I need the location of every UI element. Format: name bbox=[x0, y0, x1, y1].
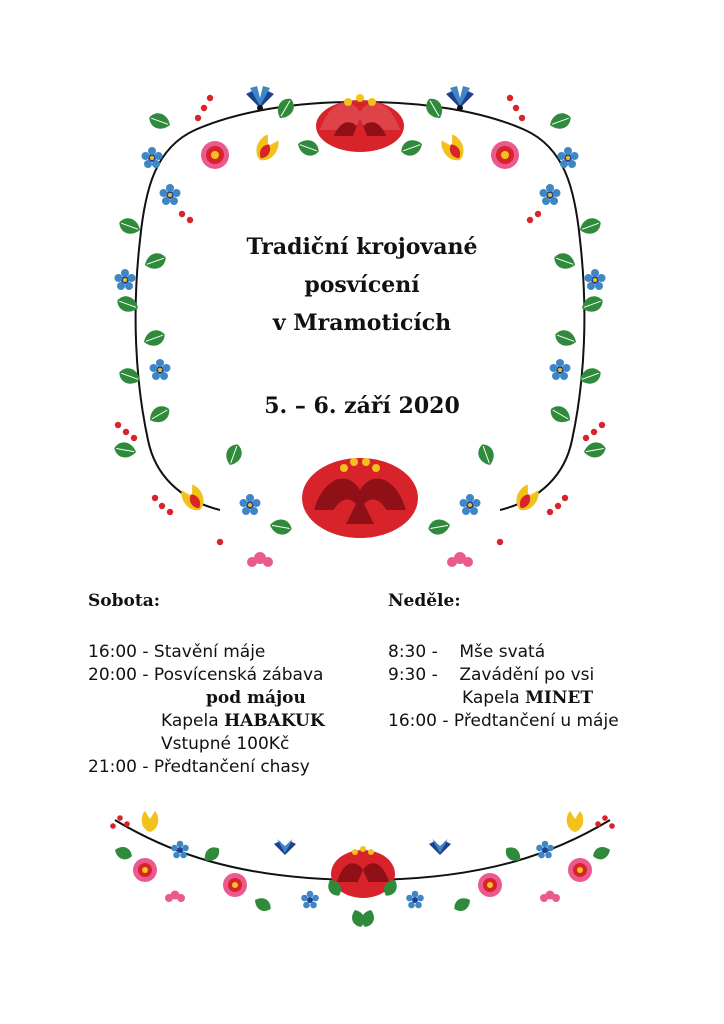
band-prefix: Kapela bbox=[462, 688, 526, 708]
title-line-3: v Mramoticích bbox=[272, 310, 452, 336]
title-line-1: Tradiční krojované bbox=[246, 234, 478, 260]
sunday-heading: Neděle: bbox=[388, 591, 461, 611]
sunday-event-2-band bbox=[388, 687, 688, 710]
saturday-event-3: 21:00 - Předtančení chasy bbox=[88, 757, 310, 777]
sunday-event-2: 9:30 - Zavádění po vsi bbox=[388, 665, 595, 685]
event-title bbox=[0, 228, 724, 342]
saturday-schedule bbox=[88, 590, 388, 779]
sunday-event-1: 8:30 - Mše svatá bbox=[388, 642, 546, 662]
floral-garland bbox=[105, 810, 620, 930]
band-name: HABAKUK bbox=[224, 711, 325, 731]
saturday-event-2: 20:00 - Posvícenská zábava bbox=[88, 665, 324, 685]
band-prefix: Kapela bbox=[161, 711, 225, 731]
title-line-2: posvícení bbox=[304, 272, 420, 298]
band-name: MINET bbox=[525, 688, 593, 708]
saturday-event-2-band bbox=[88, 710, 388, 733]
event-date: 5. – 6. září 2020 bbox=[264, 393, 460, 419]
sunday-event-3: 16:00 - Předtančení u máje bbox=[388, 711, 619, 731]
saturday-event-2-venue: pod májou bbox=[206, 688, 306, 708]
saturday-event-2-entry: Vstupné 100Kč bbox=[161, 734, 290, 754]
sunday-schedule bbox=[388, 590, 688, 733]
saturday-event-1: 16:00 - Stavění máje bbox=[88, 642, 266, 662]
saturday-heading: Sobota: bbox=[88, 591, 160, 611]
